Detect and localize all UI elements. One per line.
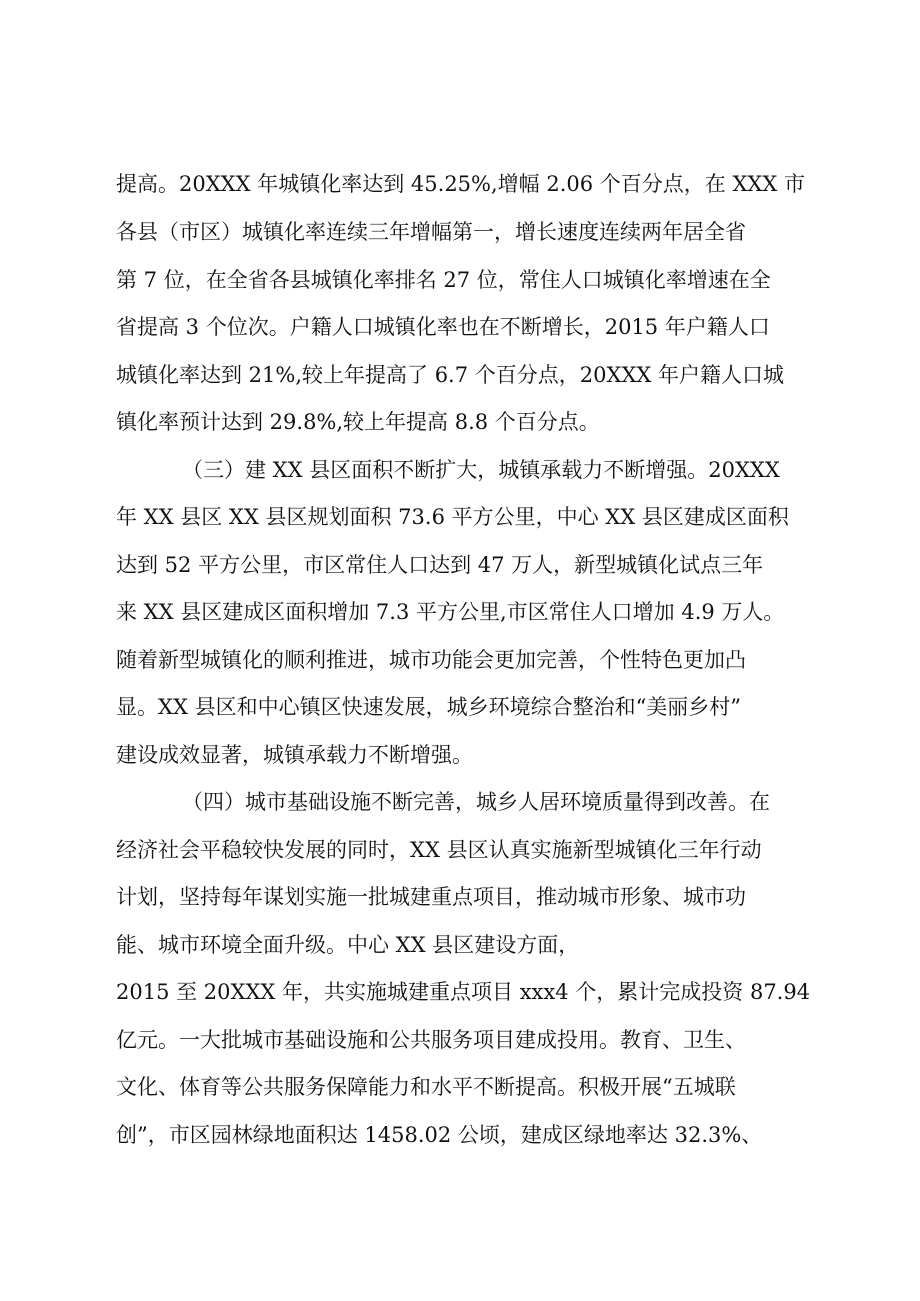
text-line: 创”，市区园林绿地面积达 1458.02 公顷，建成区绿地率达 32.3%、: [116, 1123, 763, 1147]
text-line: 2015 至 20XXX 年，共实施城建重点项目 xxx4 个，累计完成投资 87.94: [116, 980, 811, 1004]
text-line: 能、城市环境全面升级。中心 XX 县区建设方面，: [116, 933, 580, 957]
text-line: 镇化率预计达到 29.8%,较上年提高 8.8 个百分点。: [116, 410, 600, 434]
text-line: 城镇化率达到 21%,较上年提高了 6.7 个百分点，20XXX 年户籍人口城: [116, 363, 785, 387]
text-line: 文化、体育等公共服务保障能力和水平不断提高。积极开展“五城联: [116, 1075, 736, 1099]
paragraph-heading: （三）建 XX 县区面积不断扩大，城镇承载力不断增强。20XXX: [182, 458, 780, 482]
text-line: 亿元。一大批城市基础设施和公共服务项目建成投用。教育、卫生、: [116, 1028, 746, 1052]
text-line: 计划，坚持每年谋划实施一批城建重点项目，推动城市形象、城市功: [116, 885, 746, 909]
text-line: 第 7 位，在全省各县城镇化率排名 27 位，常住人口城镇化率增速在全: [116, 268, 771, 292]
paragraph-heading: （四）城市基础设施不断完善，城乡人居环境质量得到改善。在: [182, 790, 770, 814]
text-line: 来 XX 县区建成区面积增加 7.3 平方公里,市区常住人口增加 4.9 万人。: [116, 600, 785, 624]
text-line: 提高。20XXX 年城镇化率达到 45.25%,增幅 2.06 个百分点，在 XXX 市: [116, 172, 805, 196]
text-line: 省提高 3 个位次。户籍人口城镇化率也在不断增长，2015 年户籍人口: [116, 315, 770, 339]
text-line: 建设成效显著，城镇承载力不断增强。: [116, 743, 473, 767]
text-line: 各县（市区）城镇化率连续三年增幅第一，增长速度连续两年居全省: [116, 220, 746, 244]
text-line: 显。XX 县区和中心镇区快速发展，城乡环境综合整治和“美丽乡村”: [116, 695, 742, 719]
text-line: 年 XX 县区 XX 县区规划面积 73.6 平方公里，中心 XX 县区建成区面积: [116, 505, 789, 529]
text-line: 经济社会平稳较快发展的同时，XX 县区认真实施新型城镇化三年行动: [116, 838, 762, 862]
text-line: 随着新型城镇化的顺利推进，城市功能会更加完善，个性特色更加凸: [116, 648, 746, 672]
text-line: 达到 52 平方公里，市区常住人口达到 47 万人，新型城镇化试点三年: [116, 553, 764, 577]
